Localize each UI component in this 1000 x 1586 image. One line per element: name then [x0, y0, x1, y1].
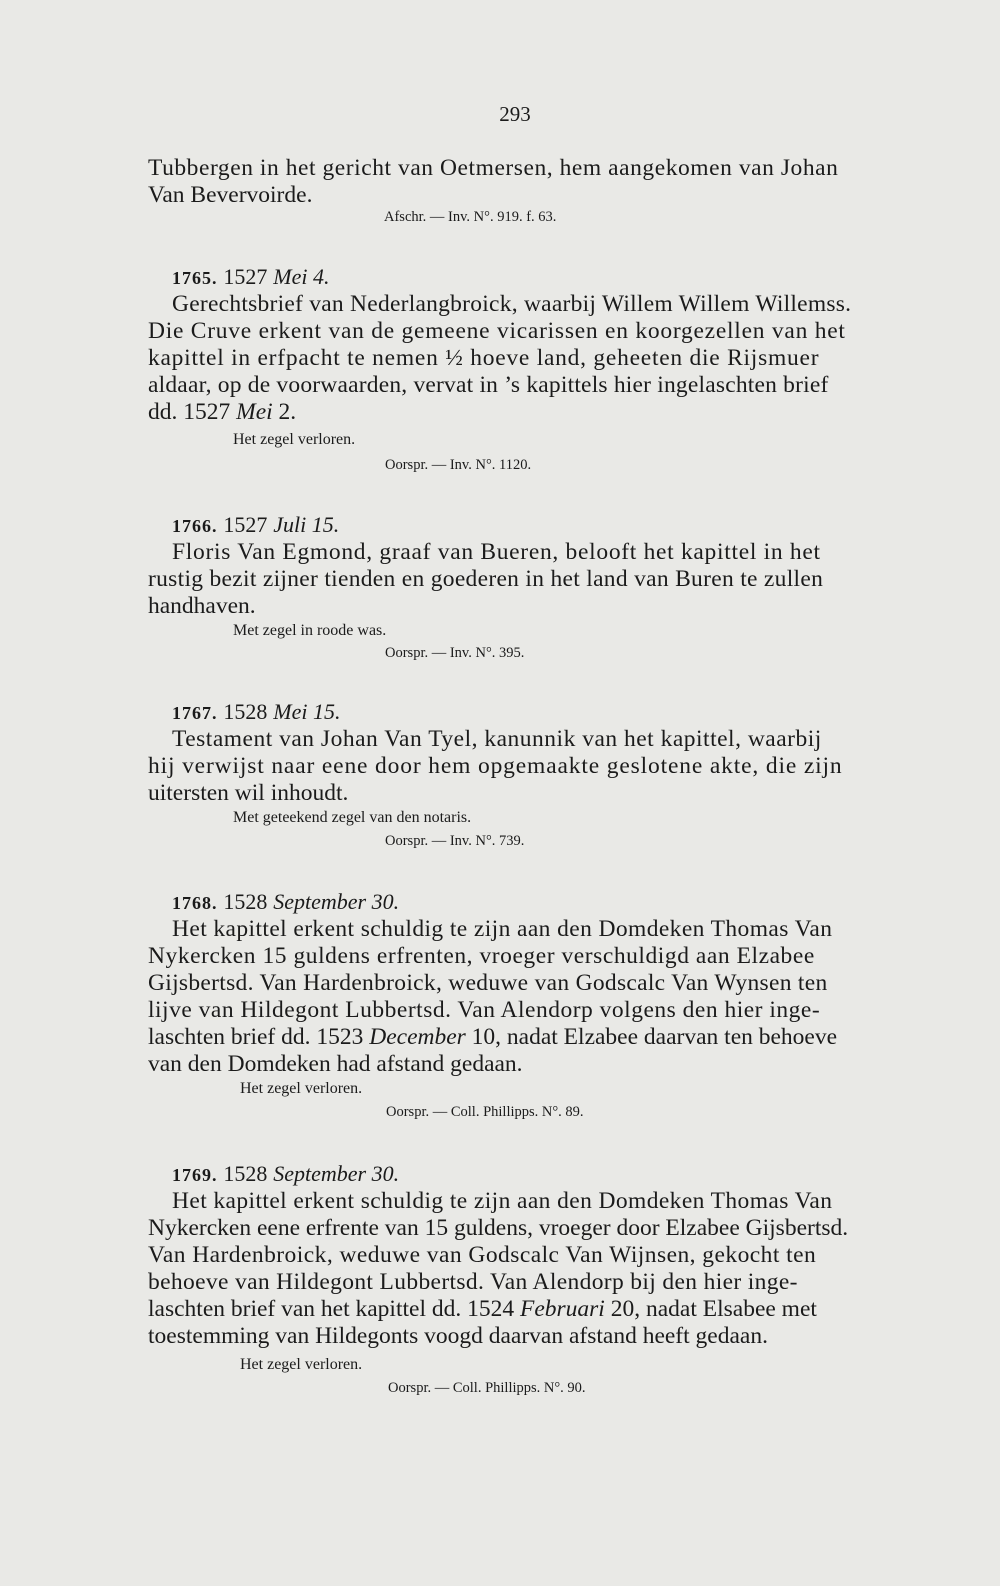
seal-note: Het zegel verloren.	[233, 431, 356, 448]
source-note: Oorspr. — Inv. N°. 1120.	[385, 457, 532, 473]
entry-header-1767	[172, 701, 340, 725]
entry-number: 1765.	[172, 268, 218, 288]
seal-note: Het zegel verloren.	[240, 1356, 363, 1373]
entry-text-line: dd. 1527 Mei 2.	[148, 399, 297, 425]
entry-text-line: Nykercken 15 guldens erfrenten, vroeger verschuldigd aan Elzabee	[148, 943, 815, 969]
entry-year: 1527	[223, 264, 268, 289]
entry-text-line: van den Domdeken had afstand gedaan.	[148, 1051, 523, 1077]
entry-text-line: Het kapittel erkent schuldig te zijn aan den Domdeken Thomas Van	[172, 916, 833, 942]
entry-text-line: toestemming van Hildegonts voogd daarvan afstand heeft gedaan.	[148, 1323, 768, 1349]
entry-text-line: hij verwijst naar eene door hem opgemaakte geslotene akte, die zijn	[148, 753, 843, 779]
entry-year: 1528	[223, 699, 268, 724]
seal-note: Het zegel verloren.	[240, 1080, 363, 1097]
entry-number: 1769.	[172, 1165, 218, 1185]
entry-year: 1527	[223, 512, 268, 537]
entry-text-line: aldaar, op de voorwaarden, vervat in ’s kapittels hier ingelaschten brief	[148, 372, 829, 398]
page-number: 293	[499, 102, 531, 126]
entry-header-1768	[172, 891, 399, 915]
entry-text-line: laschten brief van het kapittel dd. 1524 Februari 20, nadat Elsabee met	[148, 1296, 817, 1322]
entry-text-line: Van Hardenbroick, weduwe van Godscalc Van Wijnsen, gekocht ten	[148, 1242, 817, 1268]
entry-text-line: rustig bezit zijner tienden en goederen in het land van Buren te zullen	[148, 566, 824, 592]
entry-number: 1766.	[172, 516, 218, 536]
entry-header-1769	[172, 1163, 399, 1187]
entry-text-line: Testament van Johan Van Tyel, kanunnik van het kapittel, waarbij	[172, 726, 822, 752]
entry-number: 1768.	[172, 893, 218, 913]
source-note: Oorspr. — Coll. Phillipps. N°. 90.	[388, 1380, 586, 1396]
entry-year: 1528	[223, 889, 268, 914]
entry-year: 1528	[223, 1161, 268, 1186]
entry-text-line: behoeve van Hildegont Lubbertsd. Van Alendorp bij den hier inge-	[148, 1269, 798, 1295]
entry-text-line: Gerechtsbrief van Nederlangbroick, waarbij Willem Willem Willemss.	[172, 291, 852, 317]
entry-date: Mei 15.	[273, 699, 341, 724]
intro-source: Afschr. — Inv. N°. 919. f. 63.	[384, 209, 557, 225]
entry-number: 1767.	[172, 703, 218, 723]
entry-text-line: Het kapittel erkent schuldig te zijn aan den Domdeken Thomas Van	[172, 1188, 833, 1214]
entry-text-line: uitersten wil inhoudt.	[148, 780, 349, 806]
entry-date: Juli 15.	[273, 512, 340, 537]
entry-text-line: Nykercken eene erfrente van 15 guldens, vroeger door Elzabee Gijsbertsd.	[148, 1215, 849, 1241]
entry-text-line: Floris Van Egmond, graaf van Bueren, belooft het kapittel in het	[172, 539, 821, 565]
entry-date: Mei 4.	[273, 264, 330, 289]
entry-text-line: Die Cruve erkent van de gemeene vicarissen en koorgezellen van het	[148, 318, 846, 344]
intro-line-1: Tubbergen in het gericht van Oetmersen, hem aangekomen van Johan	[148, 155, 839, 181]
source-note: Oorspr. — Inv. N°. 739.	[385, 833, 525, 849]
entry-text-line: laschten brief dd. 1523 December 10, nadat Elzabee daarvan ten behoeve	[148, 1024, 838, 1050]
entry-date: September 30.	[273, 889, 400, 914]
source-note: Oorspr. — Inv. N°. 395.	[385, 645, 525, 661]
entry-text-line: kapittel in erfpacht te nemen ½ hoeve land, geheeten die Rijsmuer	[148, 345, 820, 371]
seal-note: Met zegel in roode was.	[233, 622, 387, 639]
entry-text-line: Gijsbertsd. Van Hardenbroick, weduwe van Godscalc Van Wynsen ten	[148, 970, 828, 996]
intro-line-2: Van Bevervoirde.	[148, 182, 313, 208]
entry-header-1765	[172, 266, 329, 290]
seal-note: Met geteekend zegel van den notaris.	[233, 809, 472, 826]
entry-text-line: lijve van Hildegont Lubbertsd. Van Alendorp volgens den hier inge-	[148, 997, 821, 1023]
source-note: Oorspr. — Coll. Phillipps. N°. 89.	[386, 1104, 584, 1120]
entry-date: September 30.	[273, 1161, 400, 1186]
entry-header-1766	[172, 514, 339, 538]
entry-text-line: handhaven.	[148, 593, 256, 619]
